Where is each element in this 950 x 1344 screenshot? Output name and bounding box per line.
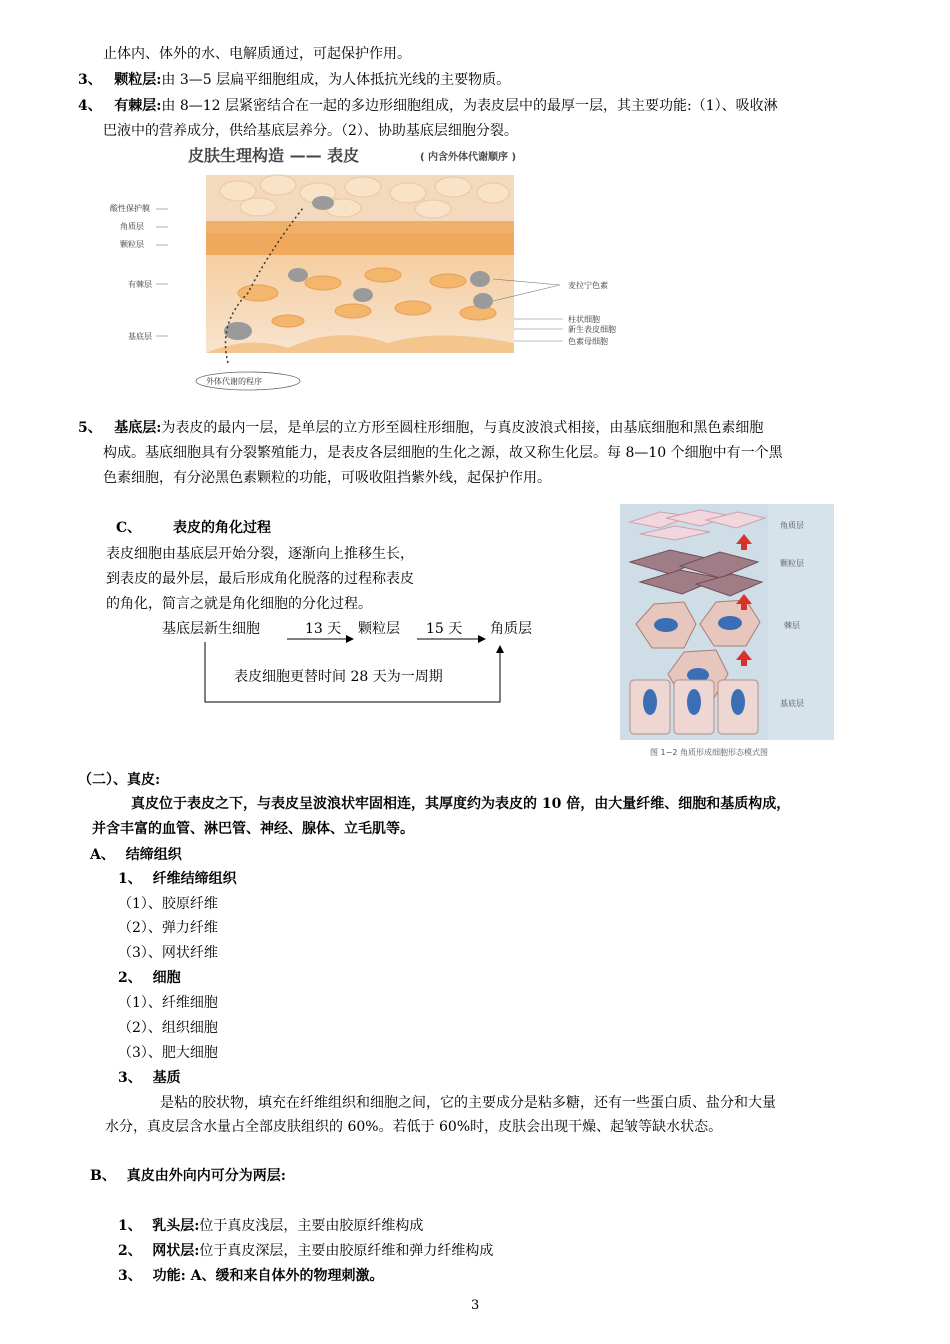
sub-number: 2、 [118,970,142,986]
layer-item [118,1266,384,1286]
text-line: 到表皮的最外层，最后形成角化脱落的过程称表皮 [106,571,414,587]
text-line: 色素细胞，有分泌黑色素颗粒的功能，可吸收阻挡紫外线，起保护作用。 [103,470,551,486]
label-corneum: 角质层 [780,521,804,530]
list-item: （2）、弹力纤维 [118,920,218,936]
label-stratum-basale: 基底层 [128,332,152,341]
section-heading: （二）、真皮: [78,772,161,788]
sub-heading [118,1068,181,1088]
text-line: 止体内、体外的水、电解质通过，可起保护作用。 [103,46,411,62]
label-stratum-corneum: 角质层 [120,222,144,231]
item-number: 2、 [118,1243,142,1259]
text-line: 表皮细胞由基底层开始分裂，逐渐向上推移生长， [106,546,414,562]
epidermis-illustration [108,143,648,393]
item-number: 4、 [78,98,102,114]
item-term: 基底层: [114,420,162,436]
flow-step2-days: 15 天 [426,621,463,637]
item-number: 1、 [118,1218,142,1234]
section-c-title: 表皮的角化过程 [173,520,271,536]
item-term: 有棘层: [114,98,162,114]
page-number: 3 [471,1298,480,1313]
layer-item [118,1216,423,1236]
figure-caption: 图 1−2 角质形成细胞形态模式图 [650,748,768,757]
subsection-label: B、 [90,1168,116,1184]
layer-item [118,1241,493,1261]
sub-title: 纤维结缔组织 [152,871,237,887]
item-text: 为表皮的最内一层，是单层的立方形至圆柱形细胞，与真皮波浪式相接，由基底细胞和黑色素细胞 [161,420,764,436]
item-text: 功能: A、缓和来自体外的物理刺激。 [152,1268,384,1284]
list-item: （3）、网状纤维 [118,945,218,961]
item-term: 网状层: [152,1243,200,1259]
label-melanoblast: 色素母细胞 [568,337,608,346]
subsection-title: 真皮由外向内可分为两层: [126,1168,286,1184]
item-text: 由 3—5 层扁平细胞组成，为人体抵抗光线的主要物质。 [161,72,511,88]
item-text: 位于真皮浅层，主要由胶原纤维构成 [199,1218,424,1234]
sub-heading [118,869,237,889]
item-number: 3、 [78,72,102,88]
keratinocyte-illustration [620,504,834,762]
sub-number: 3、 [118,1070,142,1086]
label-acid-mantle: 酸性保护膜 [110,204,150,213]
item-term: 乳头层: [152,1218,200,1234]
figure-subtitle: ( 内含外体代谢顺序 ) [420,152,517,163]
section-c-label: C、 [116,520,142,536]
item-term: 颗粒层: [114,72,162,88]
epidermis-structure-figure [108,143,648,393]
subsection-label: A、 [90,847,115,863]
sub-heading [118,968,181,988]
flow-middle: 颗粒层 [358,621,400,637]
text-line: 巴液中的营养成分，供给基底层养分。（2）、协助基底层细胞分裂。 [103,123,518,139]
text-line: 并含丰富的血管、淋巴管、神经、腺体、立毛肌等。 [92,821,414,837]
item-text: 位于真皮深层，主要由胶原纤维和弹力纤维构成 [199,1243,494,1259]
sub-number: 1、 [118,871,142,887]
flow-end: 角质层 [490,621,532,637]
item-3 [78,70,510,90]
flow-step1-days: 13 天 [305,621,342,637]
label-basal: 基底层 [780,699,804,708]
item-number: 3、 [118,1268,142,1284]
text-line: 真皮位于表皮之下，与表皮呈波浪状牢固相连，其厚度约为表皮的 10 倍，由大量纤维、细胞和基质构成， [131,796,791,812]
item-5 [78,418,763,438]
text-line: 构成。基底细胞具有分裂繁殖能力，是表皮各层细胞的生化之源，故又称生化层。每 8—10 个细胞中有一个黑 [103,445,783,461]
item-number: 5、 [78,420,102,436]
flow-start: 基底层新生细胞 [162,621,260,637]
list-item: （2）、组织细胞 [118,1020,218,1036]
label-melanin: 麦拉宁色素 [568,281,608,290]
subsection-b [90,1166,286,1186]
label-stratum-granulosum: 颗粒层 [120,240,144,249]
subsection-a [90,845,182,865]
list-item: （3）、肥大细胞 [118,1045,218,1061]
label-granular: 颗粒层 [780,559,804,568]
figure-title: 皮肤生理构造 —— 表皮 [188,146,360,165]
flow-cycle: 表皮细胞更替时间 28 天为一周期 [234,669,443,685]
list-item: （1）、纤维细胞 [118,995,218,1011]
label-columnar-cells: 柱状细胞 [568,315,600,324]
subsection-title: 结缔组织 [125,847,182,863]
label-spinous: 棘层 [784,621,800,630]
sub-title: 细胞 [152,970,181,986]
label-metabolism-process: 外体代谢的程序 [206,377,262,386]
text-line: 水分，真皮层含水量占全部皮肤组织的 60%。若低于 60%时，皮肤会出现干燥、起皱等缺水状态。 [105,1119,723,1135]
keratinocyte-figure [620,504,834,762]
label-stratum-spinosum: 有棘层 [128,280,152,289]
item-4 [78,96,778,116]
list-item: （1）、胶原纤维 [118,896,218,912]
text-line: 的角化，简言之就是角化细胞的分化过程。 [106,596,372,612]
text-line: 是粘的胶状物，填充在纤维组织和细胞之间，它的主要成分是粘多糖，还有一些蛋白质、盐分和大量 [160,1095,776,1111]
label-new-epidermal-cells: 新生表皮细胞 [568,325,616,334]
flow-arrows [195,630,515,710]
sub-title: 基质 [152,1070,181,1086]
item-text: 由 8—12 层紧密结合在一起的多边形细胞组成，为表皮层中的最厚一层，其主要功能:（1）、吸收淋 [161,98,778,114]
